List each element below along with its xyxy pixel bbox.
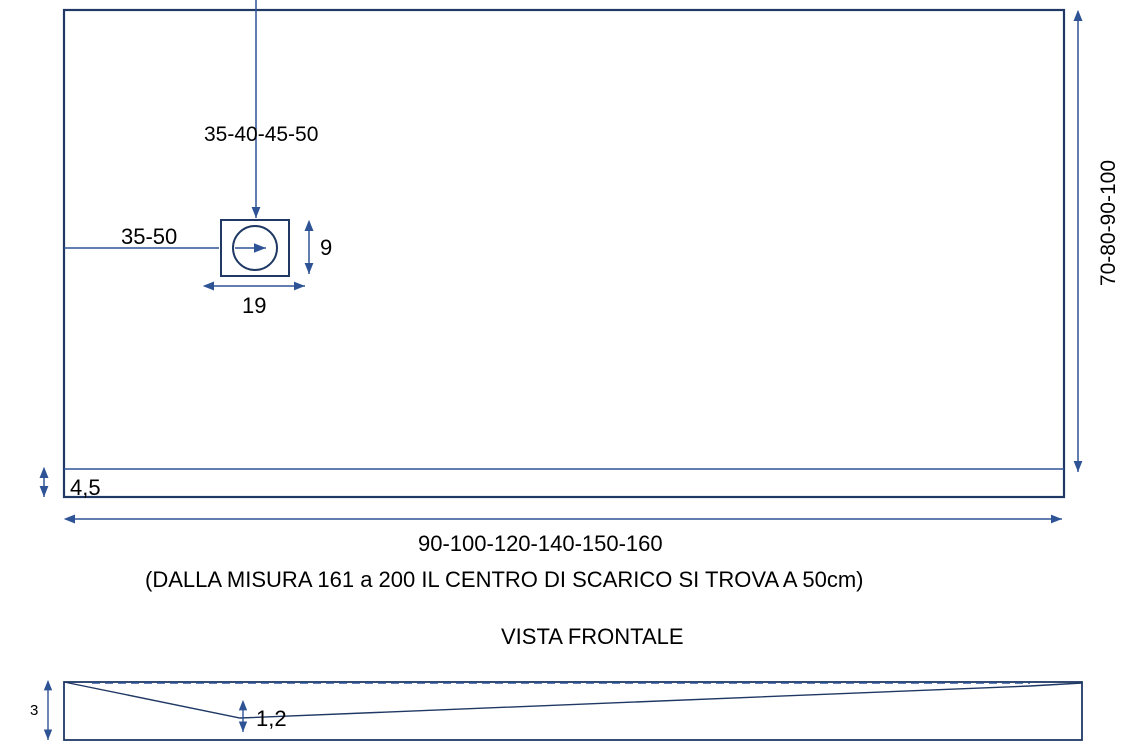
drain-outlet [221,220,289,276]
label-drain-box-width: 19 [242,293,267,318]
label-section-height: 3 [30,702,39,719]
label-drain-offset-from-left: 35-50 [121,224,178,249]
label-slope-depth: 1,2 [256,706,287,731]
label-overall-width: 90-100-120-140-150-160 [418,531,663,556]
front-section-view [64,682,1082,740]
label-drain-box-height: 9 [320,235,333,260]
label-drain-position-note: (DALLA MISURA 161 a 200 IL CENTRO DI SCARICO SI TROVA A 50cm) [145,567,864,592]
label-drain-offset-from-top: 35-40-45-50 [204,123,319,146]
label-front-view-title: VISTA FRONTALE [501,624,684,649]
label-lower-strip: 4,5 [70,475,101,500]
label-overall-depth: 70-80-90-100 [1097,160,1120,287]
plan-view-outline [64,10,1064,500]
